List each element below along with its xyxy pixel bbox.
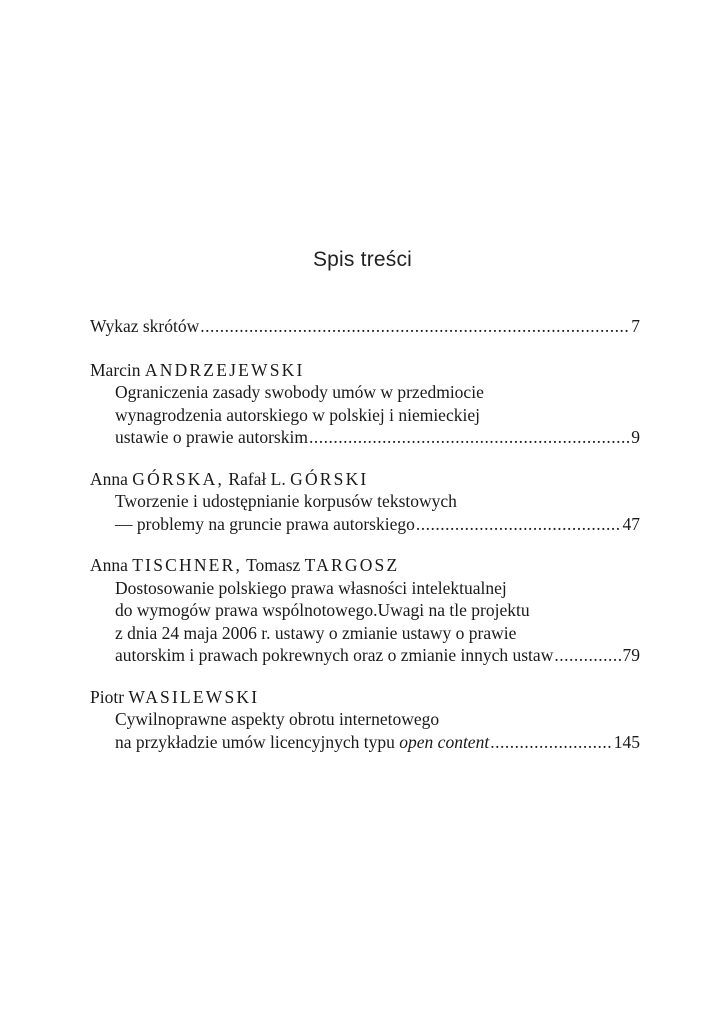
toc-title-line: — problemy na gruncie prawa autorskiego xyxy=(115,513,415,534)
author-surname: TISCHNER, xyxy=(132,555,243,575)
toc-title-line: ustawie o prawie autorskim xyxy=(115,427,308,447)
page-title: Spis treści xyxy=(312,248,413,271)
toc-entry[interactable] xyxy=(90,468,640,536)
toc-title-italic: open content xyxy=(399,731,490,752)
toc-title-line: do wymogów prawa wspólnotowego.Uwagi na tle projektu xyxy=(115,600,530,620)
toc-title-last-line xyxy=(90,731,640,754)
toc-title-last-line xyxy=(90,644,640,667)
toc-authors xyxy=(90,686,640,709)
dot-leader xyxy=(200,315,630,338)
toc-page-number: 47 xyxy=(622,513,640,534)
dot-leader xyxy=(554,644,621,667)
table-of-contents xyxy=(90,315,640,772)
toc-title-line: autorskim i prawach pokrewnych oraz o zmianie innych ustaw xyxy=(115,645,554,665)
toc-page-number: 79 xyxy=(622,645,640,665)
author-first-name: Marcin xyxy=(90,359,141,380)
author-first-name: Piotr xyxy=(90,686,125,707)
dot-leader xyxy=(309,426,630,449)
author-first-name: Anna xyxy=(90,555,128,575)
toc-entry-abbreviations[interactable] xyxy=(90,315,640,338)
toc-title-line: Tworzenie i udostępnianie korpusów tekstowych xyxy=(115,491,457,511)
author-surname: TARGOSZ xyxy=(304,555,400,575)
author-first-name: Rafał L. xyxy=(228,468,286,489)
toc-authors xyxy=(90,359,640,382)
author-first-name: Anna xyxy=(90,468,128,489)
toc-title-line: Cywilnoprawne aspekty obrotu internetowego xyxy=(115,709,440,729)
toc-entry-label: Wykaz skrótów xyxy=(90,316,200,336)
toc-title-line: wynagrodzenia autorskiego w polskiej i niemieckiej xyxy=(115,404,480,425)
author-first-name: Tomasz xyxy=(246,555,301,575)
toc-entry[interactable] xyxy=(90,686,640,754)
author-surname: GÓRSKI xyxy=(290,468,369,489)
toc-page-number: 7 xyxy=(631,316,640,336)
toc-entry[interactable] xyxy=(90,554,640,667)
toc-authors xyxy=(90,554,640,577)
toc-entry[interactable] xyxy=(90,359,640,449)
toc-title-last-line xyxy=(90,426,640,449)
toc-title-last-line xyxy=(90,513,640,536)
toc-page-number: 9 xyxy=(631,427,640,447)
dot-leader xyxy=(490,731,613,754)
toc-title-line: z dnia 24 maja 2006 r. ustawy o zmianie ustawy o prawie xyxy=(115,622,517,643)
toc-page-number: 145 xyxy=(613,731,640,752)
author-surname: WASILEWSKI xyxy=(128,686,260,707)
toc-title-text: na przykładzie umów licencyjnych typu xyxy=(115,731,395,752)
toc-title-line xyxy=(115,731,489,754)
toc-title-line: Ograniczenia zasady swobody umów w przedmiocie xyxy=(115,382,484,402)
author-surname: ANDRZEJEWSKI xyxy=(144,359,305,380)
toc-authors xyxy=(90,468,640,491)
author-surname: GÓRSKA, xyxy=(132,468,225,489)
dot-leader xyxy=(416,513,622,536)
toc-title-line: Dostosowanie polskiego prawa własności intelektualnej xyxy=(115,577,507,598)
